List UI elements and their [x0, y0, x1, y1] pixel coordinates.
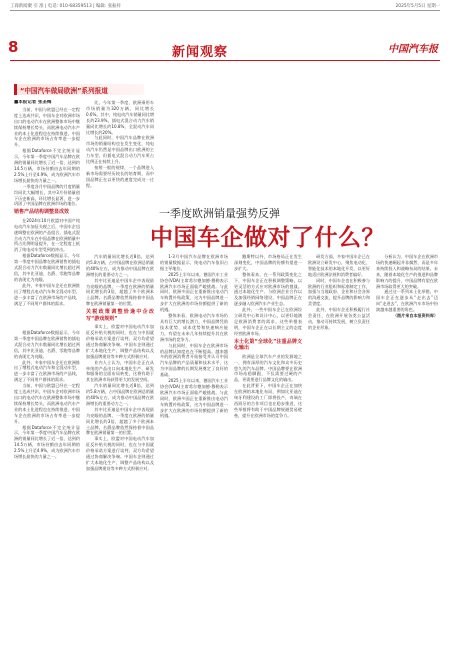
- paragraph: 汽车销量同比增长近8倍，达到约5.8万辆，占中国品牌在欧洲总销量的40%左右，成为推动中国品牌在欧洲增长的重要动力之一。: [86, 254, 154, 277]
- paragraph: 1-3月中国汽车品牌在欧洲市场的销量数据显示，纯电动汽车依旧占据主导地位。: [160, 254, 228, 271]
- article-column-1-lower: [14, 330, 80, 640]
- paragraph: 同时，中国车企也在积极参与欧洲的行业组织和标准制定工作，加强与当地政府、企业和社会各界的沟通交流，提升品牌的影响力和美誉度。: [308, 277, 370, 307]
- article-column-5: [234, 254, 302, 642]
- paragraph: 整体来看，欧洲电动汽车市场仍具有巨大的增长潜力，中国品牌凭借技术优势、成本优势和快速响应能力，有望在未来几年持续提升其在欧洲市场的竞争力。: [160, 313, 228, 342]
- header-divider: [10, 60, 440, 61]
- paragraph: 整体看来，在一系列政策变化之下，中国车企正在积极调整策略，以更灵活的方式应对欧洲市场的挑战。通过本地化生产、与欧洲企业合作以及加强经销网络建设，中国品牌正在逐步融入欧洲汽车产业生态。: [234, 271, 302, 307]
- paragraph: 此外，多家中国车企还在欧洲推出了增程式电动汽车和全混动车型，进一步丰富了在欧洲市场的产品线，满足了不同用户群体的需求。: [14, 282, 80, 306]
- paragraph: 2025上半年以来，德国汽车工业协会(VDA)主席希尔德加德·穆勒表示欧洲汽车市场正面临严峻挑战。与此同时，欧洲多国正在重新推出电动汽车购置补贴政策，这为中国品牌进一步扩大在欧洲的市场份额提供了新的机遇。: [160, 378, 228, 419]
- paragraph: 当前，中国与欧盟已经在一定程度上达成共识，中国车企对欧洲市场出口的电动汽车在欧洲整体市场中继续保持增长势头，而欧洲电动汽车产业的本土化进程也在持续推进，中国车企在欧洲的市场占有率进一步提升。: [14, 383, 80, 424]
- paragraph: 根据Dataforce数据显示，今年第一季度中国品牌在欧洲销售的插电式混合动力汽车数量同比增长超过两倍，其中比亚迪、名爵、零跑等品牌的表现尤为亮眼。: [14, 253, 80, 282]
- masthead: [10, 3, 440, 11]
- paragraph: 按照一般的规律，一个品牌进入新市场需要经历较长的培育期，而中国品牌正在以更快的速度完成这一过程。: [86, 164, 154, 188]
- masthead-left: 工商新闻聚 引 准 | 电话: 010-68359513 | 编辑: 张振祥: [10, 4, 121, 9]
- paragraph: 根据Dataforce不完全统计显示，今年第一季度中国汽车品牌在欧洲的销量同比增长了近一倍，达到约14.5万辆，市场份额由去年同期的2.5%上升至4.9%，成为欧洲汽车市场增长最快的力量之一。: [14, 424, 80, 460]
- paragraph: 此外，多家中国车企还在欧洲推出了增程式电动汽车和全混动车型，进一步丰富了在欧洲市场的产品线，满足了不同用户群体的需求。: [14, 359, 80, 383]
- article-headline: 中国车企做对了什么？: [150, 225, 385, 251]
- paragraph: 与此同时，中国汽车品牌在欧洲市场的销量结构也在发生变化，纯电动汽车仍然是中国品牌出口欧洲的主力车型，但插电式混合动力汽车所占比例正在持续上升。: [86, 135, 154, 165]
- section-subheading: 关税政策调整恰逢中企改写“游戏规则”: [86, 309, 154, 322]
- paragraph: 此外，中国车企还积极履行社会责任，在欧洲开展各类公益活动，推动可持续发展，树立负责任的企业形象。: [308, 307, 370, 330]
- article-column-3: [86, 254, 154, 642]
- paragraph: 鲍斯特以外，市场格局正在发生深刻变化，中国品牌的份额有望进一步扩大。: [234, 254, 302, 271]
- paragraph: 事实上，欧盟对中国电动汽车加征反补贴关税的同时，也在与中国就价格承诺方案进行谈判，双方均希望通过协商解决争端。中国车企则通过扩大本地化生产、调整产品结构以及加强品牌建设等多种方式积极应对。: [86, 436, 154, 471]
- paragraph: 当前，中国与欧盟已经在一定程度上达成共识，中国车企对欧洲市场出口的电动汽车在欧洲整体市场中继续保持增长势头，而欧洲电动汽车产业的本土化进程也在持续推进，中国车企在欧洲的市场占有率进一步提升。: [14, 106, 80, 148]
- paragraph: 在2024年10月欧盟对中国产纯电动汽车加征关税之后，中国车企迅速调整在欧洲的产品组合，插电式混合动力汽车在中国品牌在欧洲销量中所占比例明显提升，在一定程度上抵消了纯电动车型受到的冲击。: [14, 217, 80, 253]
- paragraph: 业内人士认为，中国车企正在从单纯的产品出口向本地化生产、研发和服务的全面布局转变，这将有助于其在欧洲市场获得更大的发展空间。: [86, 359, 154, 383]
- series-banner-text: “中国汽车做局欧洲”系列报道: [20, 87, 108, 95]
- paragraph: 汽车销量同比增长近8倍，达到约5.8万辆，占中国品牌在欧洲总销量的40%左右，成为推动中国品牌在欧洲增长的重要动力之一。: [86, 383, 154, 406]
- section-title: 新闻观察: [172, 45, 229, 60]
- paragraph: 2025上半年以来，德国汽车工业协会(VDA)主席希尔德加德·穆勒表示欧洲汽车市场正面临严峻挑战。与此同时，欧洲多国正在重新推出电动汽车购置补贴政策，这为中国品牌进一步扩大在欧洲的市场份额提供了新的机遇。: [160, 271, 228, 313]
- page-number: 8: [8, 38, 19, 56]
- paragraph: 此外，一些中国车企已在欧洲设立研发中心和设计中心，以更好地满足欧洲消费者的需求。这些举措表明，中国车企正在以长期主义的态度经营欧洲市场。: [234, 307, 302, 336]
- article-column-6: [308, 254, 438, 642]
- article-column-1: [14, 100, 80, 328]
- paragraph: 根据Dataforce数据显示，今年第一季度中国品牌在欧洲销售的插电式混合动力汽车数量同比增长超过两倍，其中比亚迪、名爵、零跑等品牌的表现尤为亮眼。: [14, 330, 80, 359]
- paragraph: 研发方面，多家中国车企已在欧洲设立研发中心，聚焦电动化、智能化技术的本地化开发，以更好地适应欧洲法规和消费者偏好。: [308, 254, 370, 277]
- section-subheading: 本土化第“全球化”注重品牌文化输出: [234, 338, 302, 352]
- image-source-note: （图片来自本报资料库）: [392, 313, 438, 319]
- byline: ■本报记者 张圣梅: [14, 100, 52, 105]
- paragraph: 欧洲是全球汽车产业的发源地之一，拥有深厚的汽车文化和众多历史悠久的汽车品牌。中国品牌要在欧洲市场站稳脚跟，不仅需要过硬的产品，更需要进行品牌文化的输出。: [234, 353, 302, 383]
- paragraph: 一季度各月中国品牌的月度销量均同比大幅增长，其中3月份销量创下历史新高，环比增长显著，进一步巩固了中国品牌在欧洲市场的地位。: [14, 183, 80, 207]
- paragraph: 其中比亚迪是中国车企中表现最为亮眼的品牌，一季度在欧洲的销量同比增长约3倍，超越了多个欧洲本土品牌。名爵品牌依然保持着中国品牌在欧洲销量第一的位置。: [86, 277, 154, 307]
- paragraph: 事实上，欧盟对中国电动汽车加征反补贴关税的同时，也在与中国就价格承诺方案进行谈判，双方均希望通过协商解决争端。中国车企则通过扩大本地化生产、调整产品结构以及加强品牌建设等多种方式积极应对。: [86, 324, 154, 359]
- series-banner-bar: [14, 84, 17, 95]
- section-subheading: 销售产品结构调整显成效: [14, 209, 70, 216]
- paragraph: 通过这一系列本土化举措，中国车企正在逐步从“走出去”迈向“走进去”，在欧洲汽车市场中扮演越来越重要的角色。: [376, 289, 438, 313]
- paragraph: 比，今年第一季度，欧洲乘用车市场销量为320万辆，同比增长0.6%。其中，纯电动汽车销量同比增长约23.9%，插电式混合动力汽车销量同比增长约10.8%，全混动汽车同比增长约20%。: [86, 100, 154, 135]
- paragraph: 根据Dataforce不完全统计显示，今年第一季度中国汽车品牌在欧洲的销量同比增长了近一倍，达到约14.5万辆，市场份额由去年同期的2.5%上升至4.9%，成为欧洲汽车市场增长最快的力量之一。: [14, 148, 80, 183]
- newspaper-logo: 中国汽车报: [388, 44, 438, 55]
- masthead-date: 2025年5月5日 星期一: [395, 4, 440, 9]
- series-banner: [14, 84, 144, 95]
- article-subtitle: 一季度欧洲销量强势反弹: [159, 207, 280, 220]
- article-column-2: [86, 100, 154, 195]
- paragraph: 与此同时，中国车企在欧洲市场的品牌认知度也在不断提高。越来越多的欧洲消费者开始接受并认可中国汽车品牌的产品质量和技术水平，这为中国品牌的长期发展奠定了良好的基础。: [160, 342, 228, 378]
- paragraph: 其中比亚迪是中国车企中表现最为亮眼的品牌，一季度在欧洲的销量同比增长约3倍，超越了多个欧洲本土品牌。名爵品牌依然保持着中国品牌在欧洲销量第一的位置。: [86, 406, 154, 436]
- paragraph: 分析认为，中国车企在欧洲市场的快速崛起并非偶然，而是多年来持续投入和战略布局的结果。未来，随着本地化生产的推进和品牌影响力的提升，中国品牌有望在欧洲市场取得更大的突破。: [376, 254, 438, 289]
- article-column-4: [160, 254, 228, 642]
- paragraph: 在此背景下，中国车企正在加快在欧洲的本地化布局，例如比亚迪在匈牙利建设的工厂即将投产，奇瑞在西班牙的合作项目也在稳步推进，这些举措将有助于中国品牌规避贸易壁垒，提升在欧洲市场的竞争力。: [234, 383, 302, 418]
